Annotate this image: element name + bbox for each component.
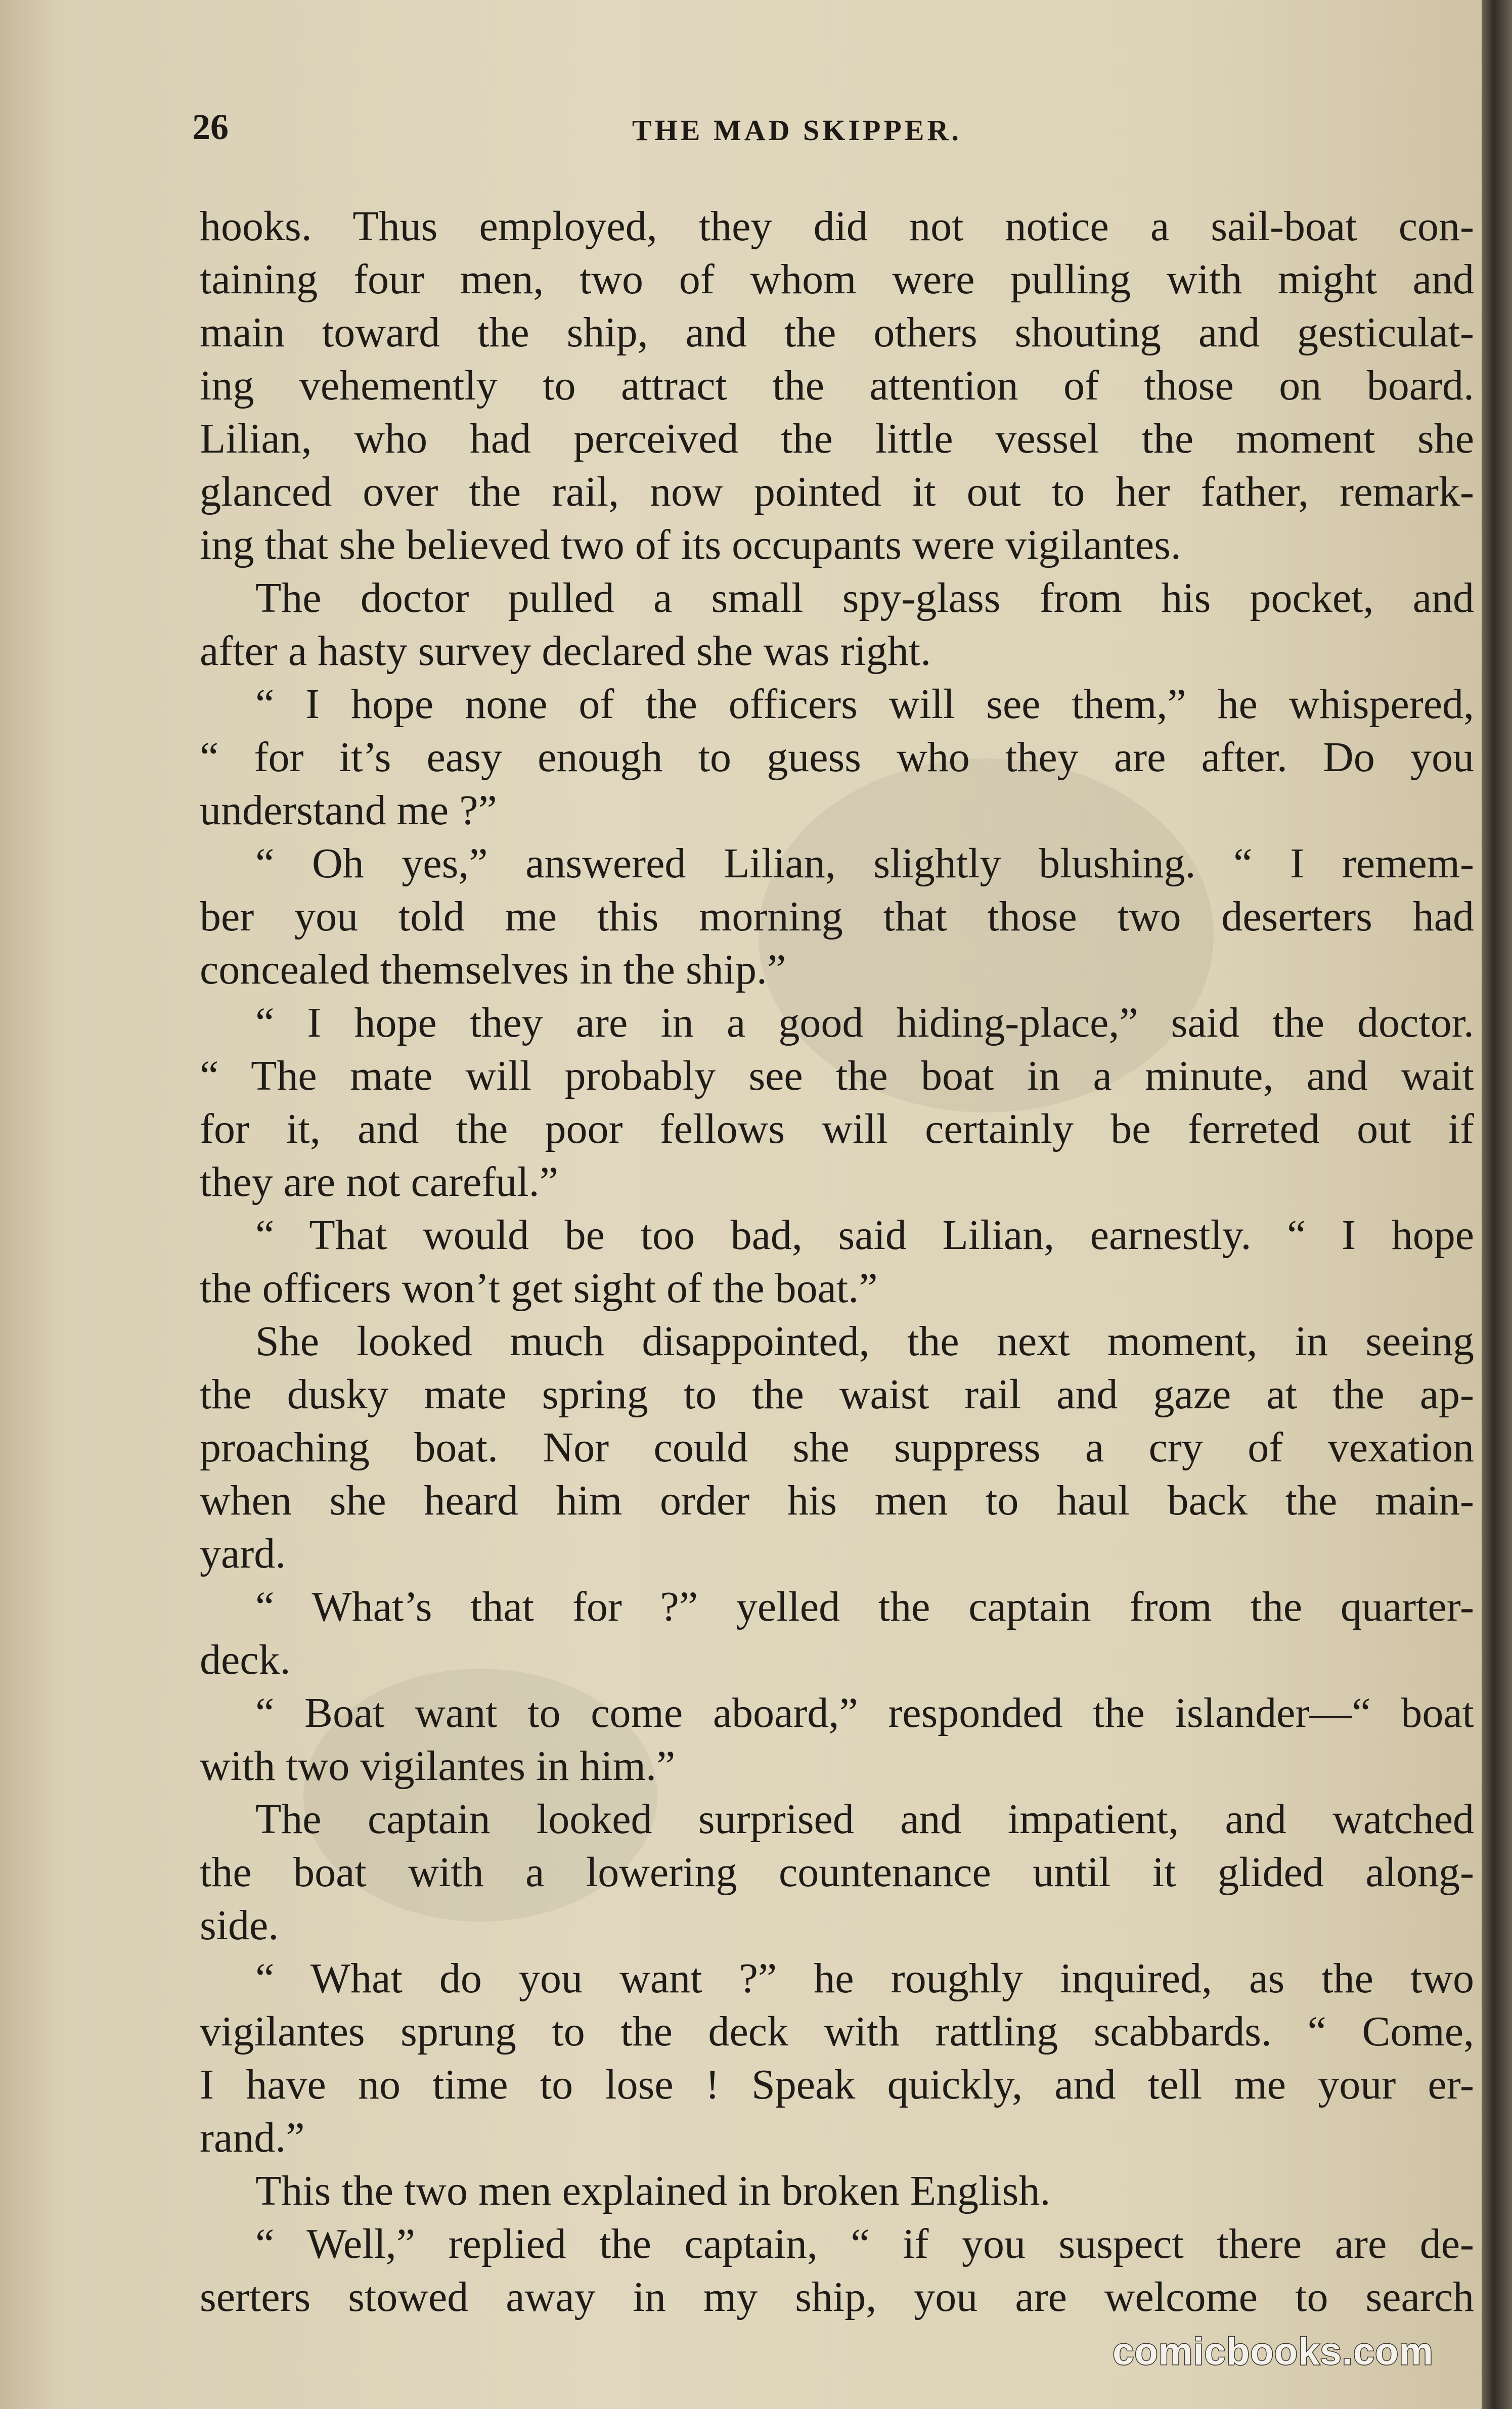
- text-line: Lilian, who had perceived the little vessel the moment she: [200, 415, 1474, 462]
- paragraph: [200, 1686, 1474, 1793]
- text-line: when she heard him order his men to haul back the main-: [200, 1477, 1474, 1524]
- text-line: “ What’s that for ?” yelled the captain from the quarter-: [255, 1583, 1474, 1630]
- paragraph: [200, 571, 1474, 678]
- text-line: vigilantes sprung to the deck with rattling scabbards. “ Come,: [200, 2008, 1474, 2055]
- text-line: with two vigilantes in him.”: [200, 1743, 676, 1790]
- text-line: yard.: [200, 1530, 286, 1577]
- text-line: “ What do you want ?” he roughly inquired, as the two: [255, 1955, 1474, 2002]
- body-text: [200, 200, 1474, 2324]
- text-line: She looked much disappointed, the next moment, in seeing: [255, 1318, 1474, 1365]
- text-line: they are not careful.”: [200, 1158, 558, 1206]
- text-line: the officers won’t get sight of the boat.”: [200, 1265, 878, 1312]
- paragraph: [200, 1580, 1474, 1686]
- page-header: [192, 106, 1456, 162]
- page-number: 26: [192, 107, 229, 147]
- text-line: proaching boat. Nor could she suppress a cry of vexation: [200, 1424, 1474, 1471]
- text-line: ber you told me this morning that those two deserters had: [200, 893, 1474, 940]
- paragraph: [200, 996, 1474, 1209]
- paragraph: [200, 837, 1474, 996]
- text-line: This the two men explained in broken English.: [255, 2167, 1051, 2214]
- text-line: for it, and the poor fellows will certainly be ferreted out if: [200, 1105, 1474, 1152]
- text-line: taining four men, two of whom were pulling with might and: [200, 256, 1474, 303]
- text-line: side.: [200, 1902, 279, 1949]
- text-line: understand me ?”: [200, 787, 497, 834]
- paragraph: [200, 1209, 1474, 1315]
- text-line: ing that she believed two of its occupants were vigilantes.: [200, 521, 1181, 568]
- text-line: “ for it’s easy enough to guess who they are after. Do you: [200, 734, 1474, 781]
- page-edge: [1482, 0, 1512, 2409]
- text-line: the dusky mate spring to the waist rail and gaze at the ap-: [200, 1371, 1474, 1418]
- text-line: hooks. Thus employed, they did not notice a sail-boat con-: [200, 203, 1474, 250]
- text-line: “ I hope they are in a good hiding-place,” said the doctor.: [255, 999, 1474, 1046]
- text-line: concealed themselves in the ship.”: [200, 946, 786, 993]
- watermark-logo: comicbooks.com: [1113, 2330, 1434, 2373]
- paragraph: [200, 2217, 1474, 2324]
- text-line: I have no time to lose ! Speak quickly, and tell me your er-: [200, 2061, 1474, 2108]
- paragraph: [200, 2164, 1474, 2217]
- text-line: after a hasty survey declared she was right.: [200, 628, 931, 675]
- text-line: “ Well,” replied the captain, “ if you suspect there are de-: [255, 2220, 1474, 2267]
- text-line: ing vehemently to attract the attention of those on board.: [200, 362, 1474, 409]
- text-line: “ Boat want to come aboard,” responded the islander—“ boat: [255, 1689, 1474, 1736]
- paragraph: [200, 1793, 1474, 1952]
- running-title: THE MAD SKIPPER.: [632, 114, 962, 147]
- text-line: serters stowed away in my ship, you are welcome to search: [200, 2273, 1474, 2321]
- text-line: “ The mate will probably see the boat in a minute, and wait: [200, 1052, 1474, 1099]
- text-line: “ I hope none of the officers will see them,” he whispered,: [255, 681, 1474, 728]
- paragraph: [200, 678, 1474, 837]
- text-line: The captain looked surprised and impatient, and watched: [255, 1796, 1474, 1843]
- paragraph: [200, 1315, 1474, 1580]
- paragraph: [200, 1952, 1474, 2164]
- paragraph: [200, 200, 1474, 571]
- text-line: “ Oh yes,” answered Lilian, slightly blushing. “ I remem-: [255, 840, 1474, 887]
- text-line: the boat with a lowering countenance until it glided along-: [200, 1849, 1474, 1896]
- text-line: deck.: [200, 1636, 291, 1683]
- text-line: main toward the ship, and the others shouting and gesticulat-: [200, 309, 1474, 356]
- text-line: “ That would be too bad, said Lilian, earnestly. “ I hope: [255, 1212, 1474, 1259]
- text-line: glanced over the rail, now pointed it out to her father, remark-: [200, 468, 1474, 515]
- text-line: The doctor pulled a small spy-glass from his pocket, and: [255, 574, 1474, 621]
- text-line: rand.”: [200, 2114, 305, 2161]
